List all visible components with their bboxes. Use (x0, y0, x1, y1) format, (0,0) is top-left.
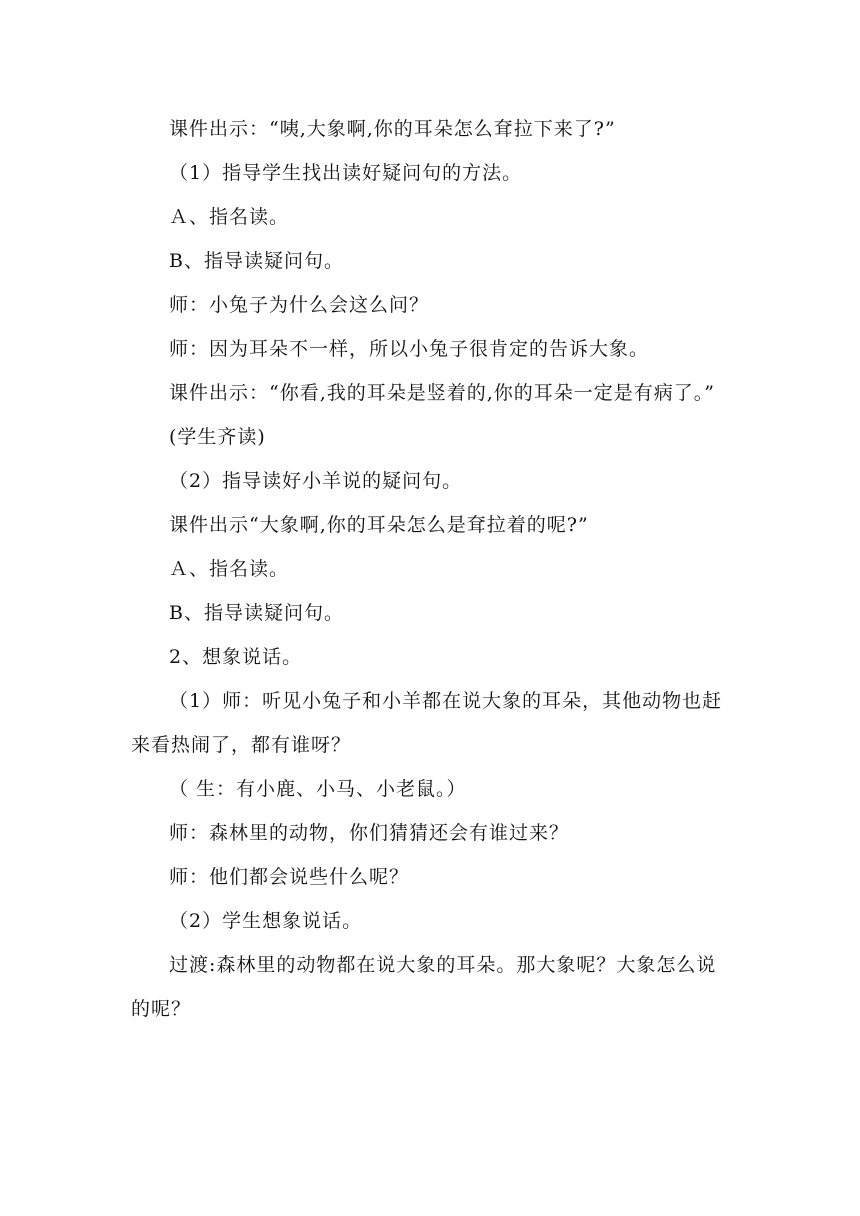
paragraph: （1）指导学生找出读好疑问句的方法。 (169, 162, 523, 184)
paragraph: 课件出示：“你看,我的耳朵是竖着的,你的耳朵一定是有病了。” (169, 382, 716, 404)
paragraph: (学生齐读) (169, 426, 266, 448)
paragraph: （ 生：有小鹿、小马、小老鼠。） (169, 778, 467, 800)
paragraph: Ａ、指名读。 (169, 206, 290, 228)
paragraph: 师：他们都会说些什么呢？ (169, 866, 410, 888)
paragraph: B、指导读疑问句。 (169, 602, 344, 624)
paragraph: （2）指导读好小羊说的疑问句。 (169, 470, 463, 492)
paragraph: 师：小兔子为什么会这么问？ (169, 294, 430, 316)
paragraph: 过渡:森林里的动物都在说大象的耳朵。那大象呢？大象怎么说的呢？ (131, 954, 717, 1020)
paragraph: 课件出示：“咦,大象啊,你的耳朵怎么耷拉下来了?” (169, 118, 616, 140)
lesson-text (131, 107, 731, 1031)
paragraph: 师：因为耳朵不一样，所以小兔子很肯定的告诉大象。 (169, 338, 650, 360)
paragraph: （2）学生想象说话。 (169, 910, 363, 932)
paragraph: B、指导读疑问句。 (169, 250, 344, 272)
paragraph: 课件出示“大象啊,你的耳朵怎么是耷拉着的呢?” (169, 514, 589, 536)
paragraph: （1）师：听见小兔子和小羊都在说大象的耳朵，其他动物也赶来看热闹了，都有谁呀？ (131, 690, 723, 756)
paragraph: 师：森林里的动物，你们猜猜还会有谁过来？ (169, 822, 570, 844)
paragraph: Ａ、指名读。 (169, 558, 290, 580)
paragraph: 2、想象说话。 (169, 646, 303, 668)
